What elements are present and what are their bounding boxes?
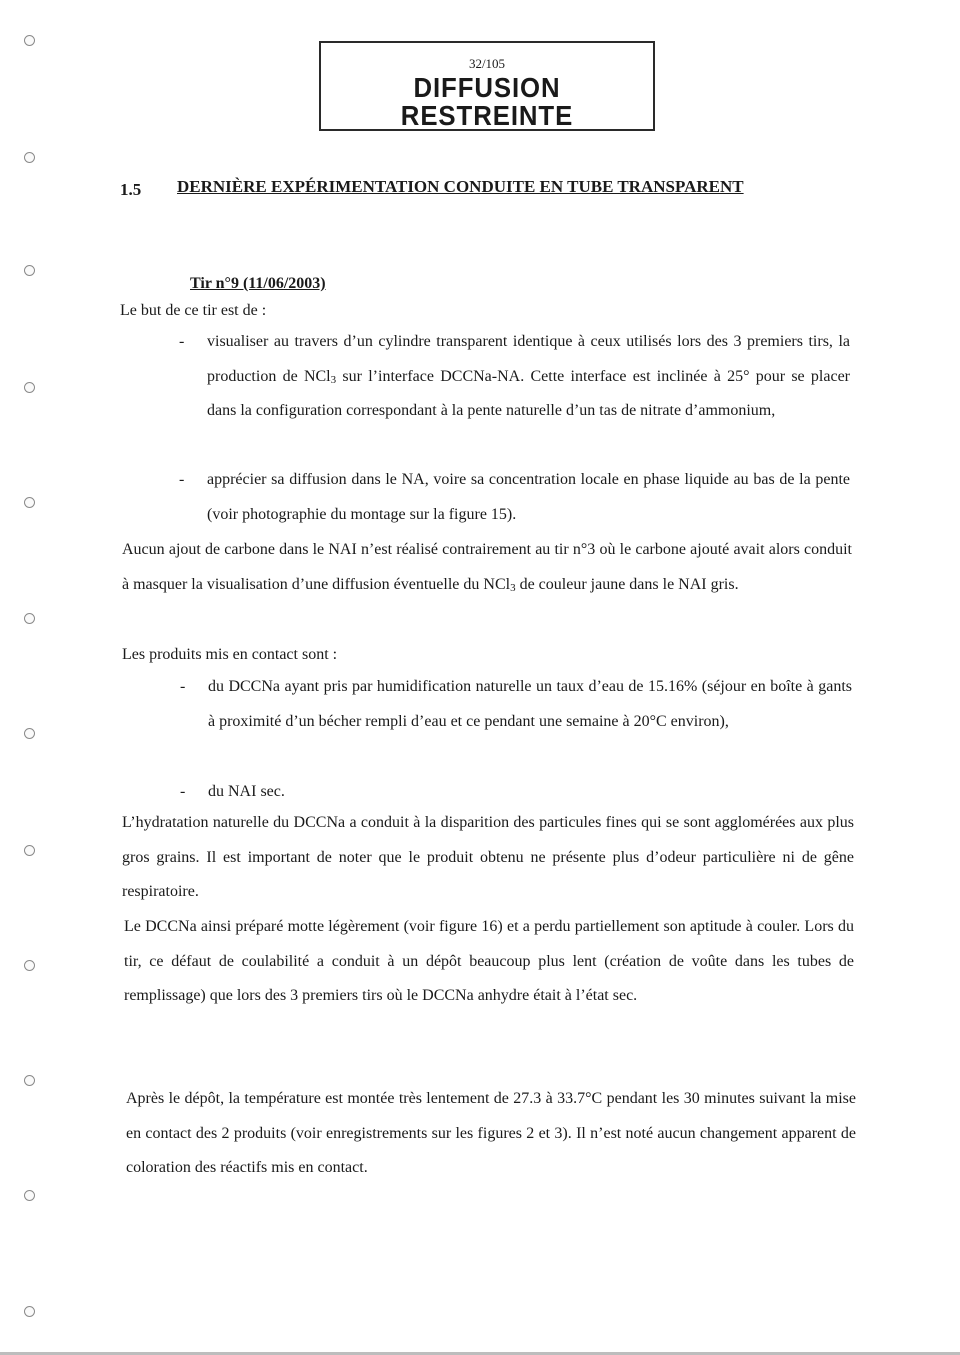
products-intro-span: Les produits mis en contact sont :	[122, 646, 338, 663]
classification-label: DIFFUSION RESTREINTE	[400, 72, 574, 131]
section-number: 1.5	[120, 180, 142, 199]
binder-hole	[24, 960, 35, 971]
product-item	[180, 775, 852, 810]
intro-text-span: Le but de ce tir est de :	[120, 302, 267, 319]
bullet-dash: -	[180, 678, 186, 695]
paragraph-hydratation	[122, 806, 854, 910]
goal-text: visualiser au travers d’un cylindre transparent identique à ceux utilisés lors des 3 premiers tirs, la production de NCl	[207, 333, 850, 385]
paragraph-motte-span: Le DCCNa ainsi préparé motte légèrement (voir figure 16) et a perdu partiellement son aptitude à couler. Lors du tir, ce défaut de coulabilité a conduit à un dépôt beaucoup plus lent (création de voûte dans les tubes de remplissage) que lors des 3 premiers tirs où le DCCNa anhydre était à l’état sec.	[124, 918, 854, 1004]
classification-stamp	[319, 41, 655, 131]
binder-hole	[24, 1075, 35, 1086]
paragraph-text-cont: de couleur jaune dans le NAI gris.	[515, 575, 739, 593]
products-intro	[122, 638, 852, 673]
section-title: DERNIÈRE EXPÉRIMENTATION CONDUITE EN TUBE TRANSPARENT	[177, 177, 744, 196]
bullet-dash: -	[180, 783, 186, 800]
binder-hole	[24, 845, 35, 856]
subscript: 3	[510, 581, 516, 594]
binder-hole	[24, 613, 35, 624]
binder-hole	[24, 497, 35, 508]
binder-hole	[24, 265, 35, 276]
bullet-dash: -	[179, 471, 185, 488]
intro-text	[120, 294, 860, 329]
paragraph-motte	[124, 910, 854, 1014]
product-text: du NAI sec.	[208, 783, 285, 800]
bullet-dash: -	[179, 333, 185, 350]
subscript: 3	[330, 373, 337, 386]
goal-item	[179, 325, 851, 429]
binder-hole	[24, 728, 35, 739]
paragraph-text: Aucun ajout de carbone dans le NAI n’est réalisé contrairement au tir n°3 où le carbone ajouté avait alors conduit à masquer la visualisation d’une diffusion éventuelle du NCl	[122, 541, 852, 593]
goal-text: apprécier sa diffusion dans le NA, voire sa concentration locale en phase liquide au bas de la pente (voir photographie du montage sur la figure 15).	[207, 471, 850, 523]
product-item	[180, 670, 852, 739]
binder-hole	[24, 152, 35, 163]
paragraph-carbone	[122, 533, 852, 602]
paragraph-hydratation-span: L’hydratation naturelle du DCCNa a conduit à la disparition des particules fines qui se sont agglomérées aux plus gros grains. Il est important de noter que le produit obtenu ne présente plus d’odeur particulière ni de gêne respiratoire.	[122, 814, 854, 900]
product-text: du DCCNa ayant pris par humidification naturelle un taux d’eau de 15.16% (séjour en boîte à gants à proximité d’un bécher rempli d’eau et ce pendant une semaine à 20°C environ),	[208, 678, 852, 730]
page-number: 32/105	[468, 56, 506, 71]
binder-hole	[24, 1306, 35, 1317]
goal-text-cont: sur l’interface DCCNa-NA. Cette interface est inclinée à 25° pour se placer dans la configuration correspondant à la pente naturelle d’un tas de nitrate d’ammonium,	[207, 367, 851, 419]
binder-hole	[24, 35, 35, 46]
tir-heading: Tir n°9 (11/06/2003)	[190, 275, 326, 292]
paragraph-temperature-span: Après le dépôt, la température est montée très lentement de 27.3 à 33.7°C pendant les 30 minutes suivant la mise en contact des 2 produits (voir enregistrements sur les figures 2 et 3). Il n’est noté aucun changement apparent de coloration des réactifs mis en contact.	[126, 1090, 856, 1176]
goal-item	[179, 463, 850, 532]
binder-hole	[24, 1190, 35, 1201]
paragraph-temperature	[126, 1082, 856, 1186]
binder-hole	[24, 382, 35, 393]
